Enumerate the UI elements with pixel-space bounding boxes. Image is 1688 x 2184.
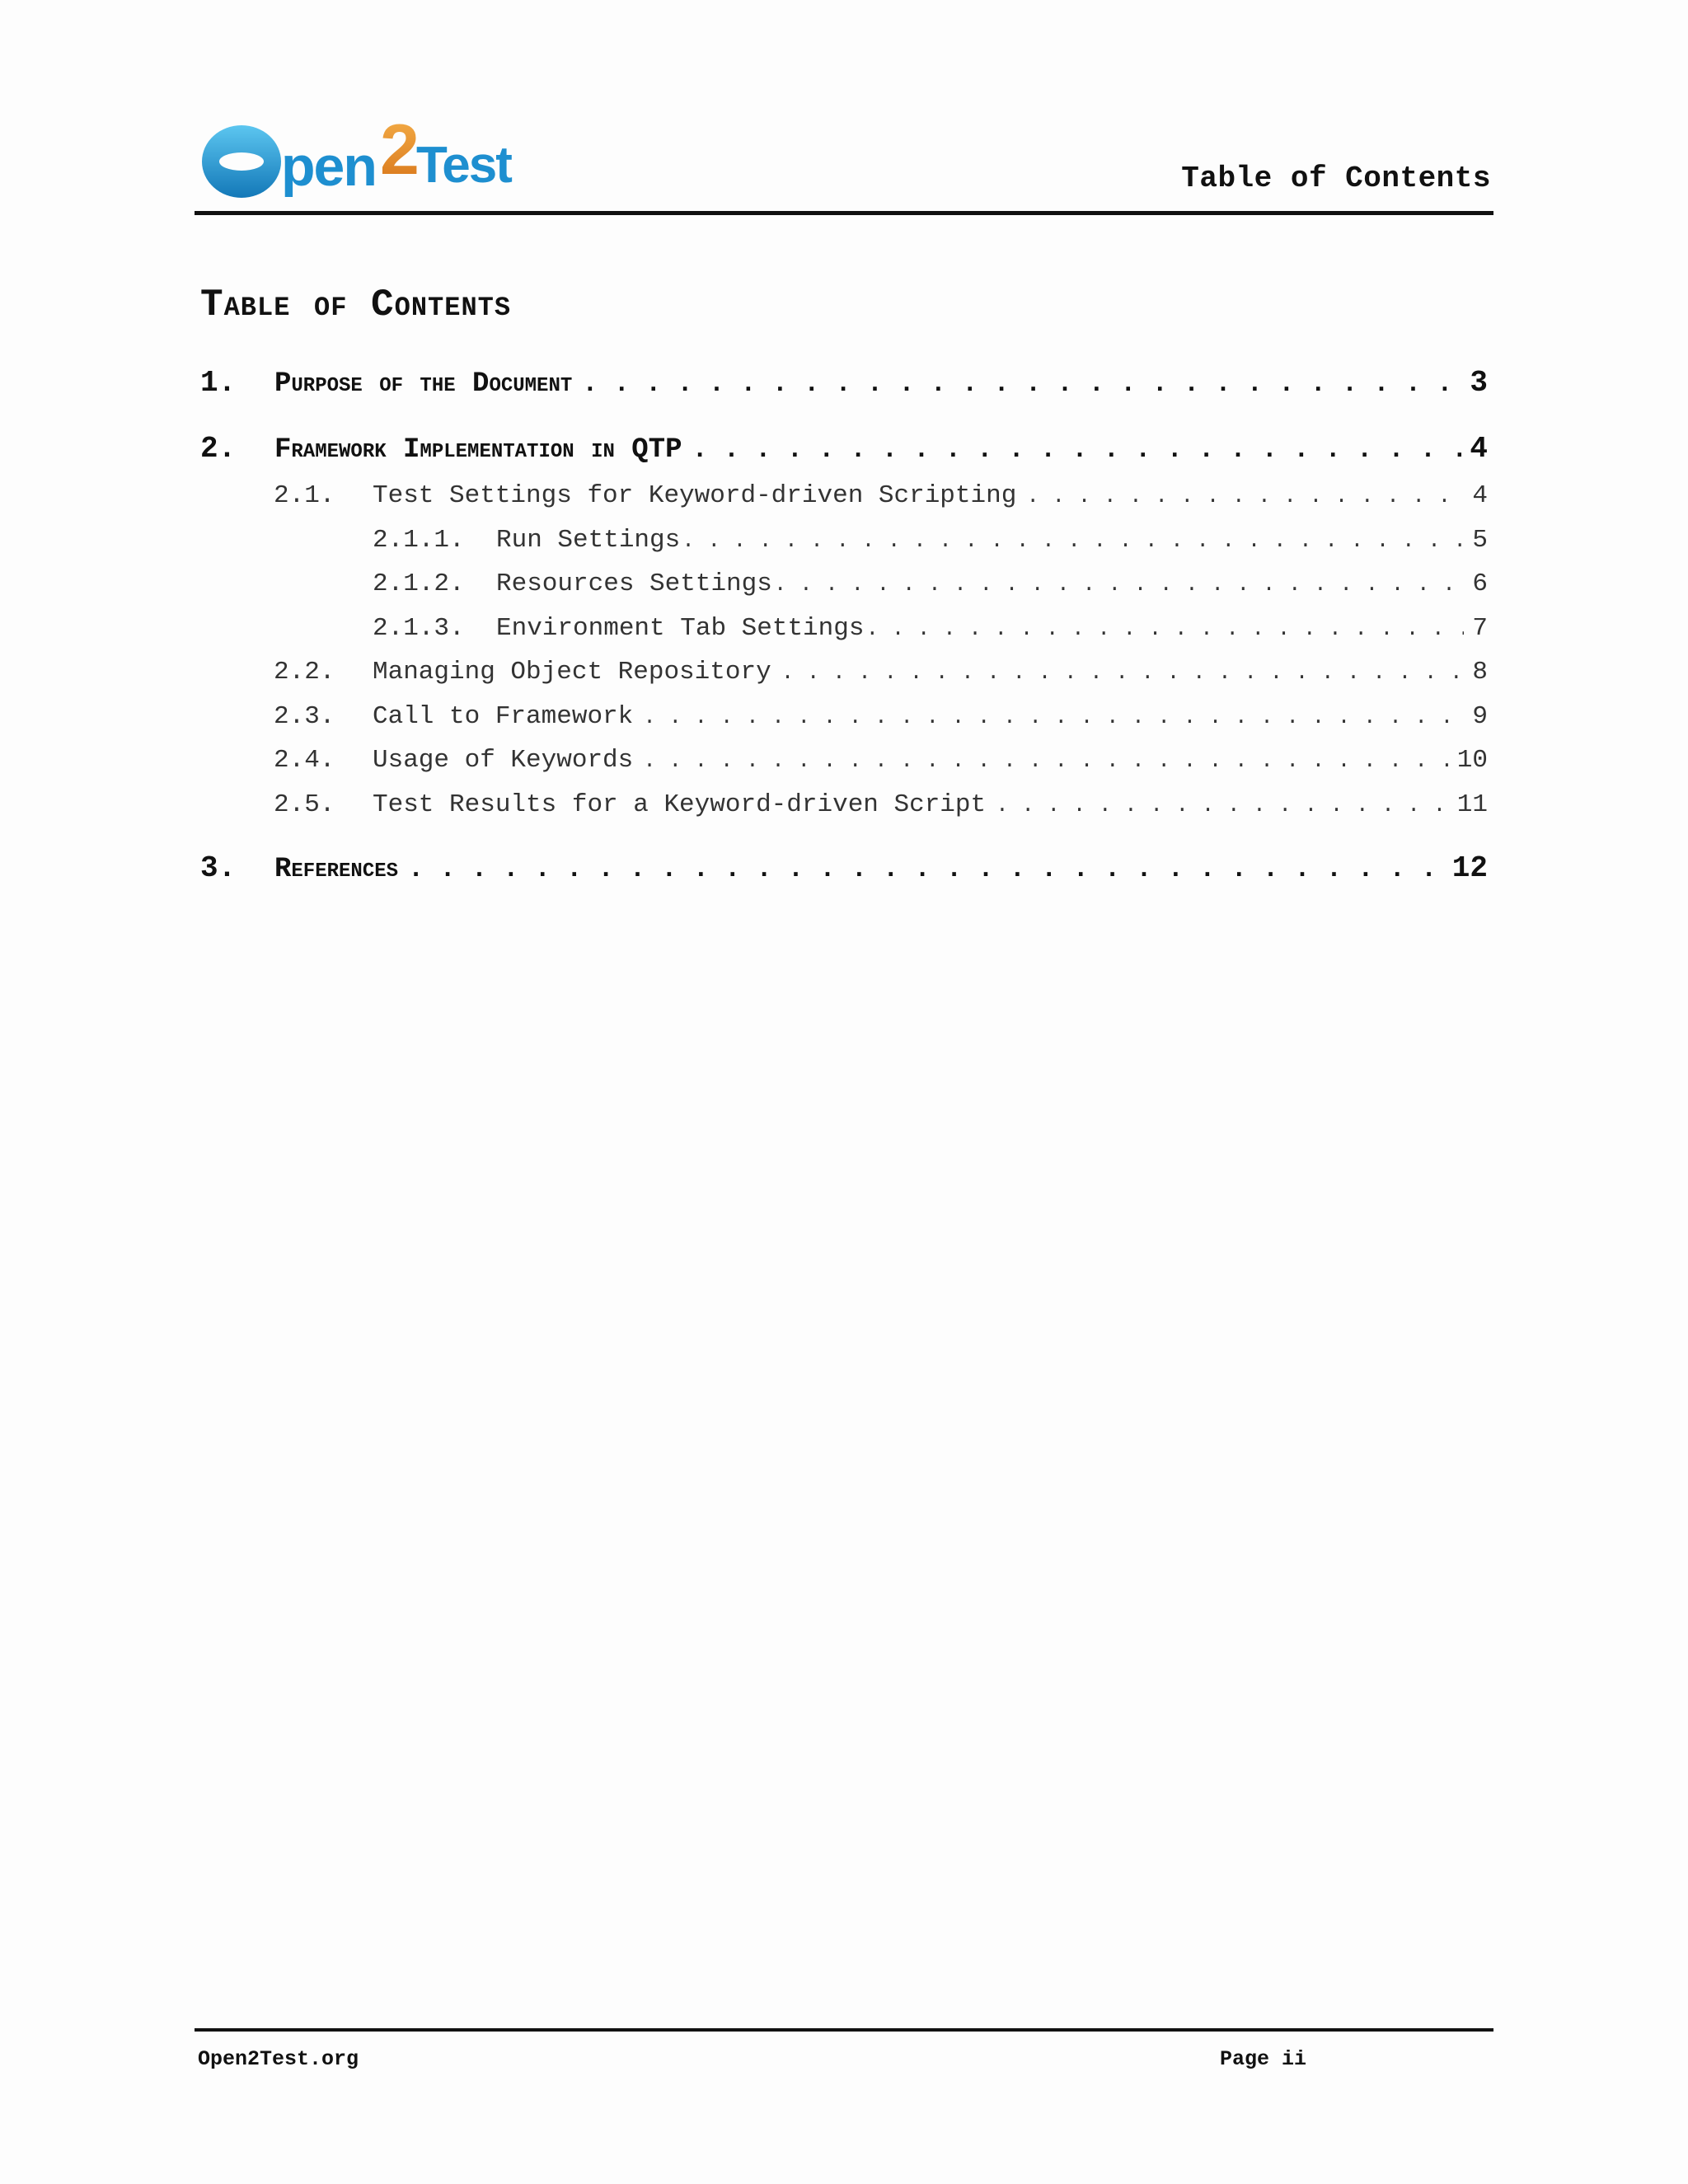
toc-entry-2-3[interactable]	[274, 702, 1488, 731]
toc-entry-number: 1.	[200, 366, 237, 400]
svg-text:pen: pen	[281, 135, 376, 198]
toc-entry-2-1-2[interactable]	[373, 569, 1488, 598]
toc-entry-3[interactable]	[200, 851, 1488, 885]
toc-dot-leader	[1026, 484, 1464, 509]
toc-entry-page[interactable]: 5	[1472, 526, 1488, 555]
toc-entry-2-5[interactable]	[274, 790, 1488, 819]
toc-dot-leader	[774, 572, 1465, 597]
toc-dot-leader	[692, 434, 1461, 465]
toc-entry-title[interactable]: Managing Object Repository	[373, 658, 771, 687]
toc-entry-page[interactable]: 4	[1472, 481, 1488, 510]
toc-entry-title[interactable]: Purpose of the Document	[274, 368, 573, 400]
toc-entry-number: 2.2.	[274, 658, 335, 687]
toc-entry-title[interactable]: References	[274, 854, 399, 885]
toc-entry-2-1[interactable]	[274, 481, 1488, 510]
toc-dot-leader	[865, 616, 1464, 641]
svg-text:2: 2	[380, 110, 420, 190]
header-divider	[195, 211, 1493, 215]
toc-entry-number: 2.1.	[274, 481, 335, 510]
toc-entry-title[interactable]: Call to Framework	[373, 702, 634, 731]
toc-entry-title[interactable]: Run Settings	[496, 526, 681, 555]
toc-entry-2-4[interactable]	[274, 746, 1488, 775]
toc-entry-number: 2.1.3.	[373, 614, 465, 643]
toc-entry-number: 2.4.	[274, 746, 335, 775]
toc-dot-leader	[643, 748, 1449, 773]
toc-entry-number: 2.3.	[274, 702, 335, 731]
toc-entry-title[interactable]: Test Settings for Keyword-driven Scripting	[373, 481, 1017, 510]
toc-heading: Table of Contents	[200, 284, 512, 326]
open2test-logo	[200, 110, 555, 204]
toc-dot-leader	[582, 368, 1461, 399]
toc-entry-page[interactable]: 9	[1472, 702, 1488, 731]
toc-entry-number: 2.5.	[274, 790, 335, 819]
toc-entry-page[interactable]: 7	[1472, 614, 1488, 643]
svg-text:Test: Test	[416, 137, 511, 194]
toc-entry-title[interactable]: Usage of Keywords	[373, 746, 634, 775]
toc-dot-leader	[682, 528, 1464, 553]
toc-entry-2-1-3[interactable]	[373, 614, 1488, 643]
toc-entry-2[interactable]	[200, 432, 1488, 466]
footer-divider	[195, 2028, 1493, 2032]
toc-entry-1[interactable]	[200, 366, 1488, 400]
toc-entry-page[interactable]: 8	[1472, 658, 1488, 687]
toc-entry-page[interactable]: 11	[1456, 790, 1488, 819]
toc-entry-2-2[interactable]	[274, 658, 1488, 687]
toc-entry-2-1-1[interactable]	[373, 526, 1488, 555]
toc-entry-title[interactable]: Resources Settings	[496, 569, 772, 598]
toc-entry-page[interactable]: 12	[1451, 851, 1488, 885]
toc-dot-leader	[643, 705, 1464, 729]
footer-site: Open2Test.org	[198, 2047, 359, 2071]
toc-entry-title[interactable]: Framework Implementation in QTP	[274, 434, 682, 466]
toc-entry-number: 2.	[200, 432, 237, 466]
header-title: Table of Contents	[1181, 162, 1491, 195]
toc-entry-title[interactable]: Environment Tab Settings	[496, 614, 865, 643]
toc-entry-number: 3.	[200, 851, 237, 885]
toc-dot-leader	[408, 854, 1444, 884]
toc-entry-number: 2.1.1.	[373, 526, 465, 555]
toc-entry-number: 2.1.2.	[373, 569, 465, 598]
toc-entry-page[interactable]: 10	[1456, 746, 1488, 775]
toc-entry-page[interactable]: 3	[1470, 366, 1488, 400]
toc-entry-page[interactable]: 4	[1470, 432, 1488, 466]
toc-dot-leader	[996, 793, 1449, 818]
footer-page-number: Page ii	[1220, 2047, 1307, 2071]
toc-dot-leader	[781, 660, 1465, 685]
toc-entry-page[interactable]: 6	[1472, 569, 1488, 598]
toc-entry-title[interactable]: Test Results for a Keyword-driven Script	[373, 790, 987, 819]
